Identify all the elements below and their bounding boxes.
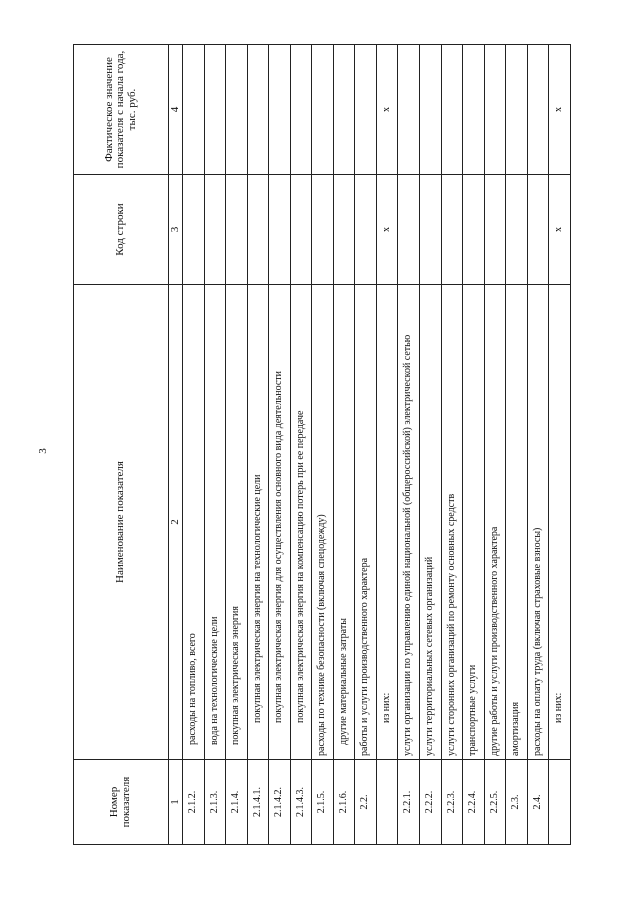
row-num: 2.1.4.3. [290, 760, 312, 845]
row-value [420, 45, 442, 175]
row-name: услуги организации по управлению единой национальной (общероссийской) электрической сетью [398, 285, 420, 760]
row-num: 2.2.1. [398, 760, 420, 845]
row-code [398, 175, 420, 285]
row-code: x [549, 175, 571, 285]
row-value [290, 45, 312, 175]
header-code: Код строки [74, 175, 169, 285]
table-container [73, 45, 571, 845]
row-value [204, 45, 226, 175]
row-code [204, 175, 226, 285]
row-num: 2.2.5. [484, 760, 506, 845]
row-value [506, 45, 528, 175]
row-code [183, 175, 205, 285]
row-num: 2.1.4. [226, 760, 248, 845]
table-row [398, 45, 420, 845]
table-row [527, 45, 549, 845]
row-name: из них: [376, 285, 398, 760]
row-name: расходы на топливо, всего [183, 285, 205, 760]
table-row [312, 45, 334, 845]
table-row [269, 45, 291, 845]
row-value [484, 45, 506, 175]
row-num: 2.2.2. [420, 760, 442, 845]
row-code [355, 175, 377, 285]
row-name: другие материальные затраты [333, 285, 355, 760]
row-code [226, 175, 248, 285]
row-name: расходы по технике безопасности (включая спецодежду) [312, 285, 334, 760]
header-value-index: 4 [169, 45, 183, 175]
table-body [183, 45, 571, 845]
row-num [549, 760, 571, 845]
row-name: покупная электрическая энергия для осуществления основного вида деятельности [269, 285, 291, 760]
row-code [441, 175, 463, 285]
row-value [463, 45, 485, 175]
row-code [420, 175, 442, 285]
row-num: 2.3. [506, 760, 528, 845]
row-name: вода на технологические цели [204, 285, 226, 760]
row-value [527, 45, 549, 175]
header-name: Наименование показателя [74, 285, 169, 760]
table-row [506, 45, 528, 845]
row-num: 2.2. [355, 760, 377, 845]
header-num-index: 1 [169, 760, 183, 845]
row-value [355, 45, 377, 175]
row-num: 2.1.4.1. [247, 760, 269, 845]
row-code [333, 175, 355, 285]
row-num: 2.2.3. [441, 760, 463, 845]
table-row [463, 45, 485, 845]
row-name: другие работы и услуги производственного характера [484, 285, 506, 760]
row-value [333, 45, 355, 175]
row-value [226, 45, 248, 175]
table-row [355, 45, 377, 845]
row-code [269, 175, 291, 285]
row-name: услуги сторонних организаций по ремонту основных средств [441, 285, 463, 760]
row-value: x [549, 45, 571, 175]
table-row [484, 45, 506, 845]
table-row [549, 45, 571, 845]
row-name: услуги территориальных сетевых организаций [420, 285, 442, 760]
row-value [269, 45, 291, 175]
row-value [312, 45, 334, 175]
table-row [204, 45, 226, 845]
row-value [183, 45, 205, 175]
row-name: работы и услуги производственного характера [355, 285, 377, 760]
table-row [420, 45, 442, 845]
row-name: транспортные услуги [463, 285, 485, 760]
row-code [312, 175, 334, 285]
header-name-index: 2 [169, 285, 183, 760]
row-num: 2.1.5. [312, 760, 334, 845]
row-name: покупная электрическая энергия на технологические цели [247, 285, 269, 760]
table-row [333, 45, 355, 845]
row-value [247, 45, 269, 175]
row-num: 2.1.4.2. [269, 760, 291, 845]
row-value [398, 45, 420, 175]
row-name: покупная электрическая энергия [226, 285, 248, 760]
row-num: 2.1.2. [183, 760, 205, 845]
row-code [506, 175, 528, 285]
row-code [290, 175, 312, 285]
row-code [527, 175, 549, 285]
table-row [247, 45, 269, 845]
page-number: 3 [36, 448, 49, 454]
header-value: Фактическое значение показателя с начала года, тыс. руб. [74, 45, 169, 175]
table-row [441, 45, 463, 845]
header-num: Номер показателя [74, 760, 169, 845]
row-num: 2.4. [527, 760, 549, 845]
indicators-table [73, 44, 571, 845]
row-name: расходы на оплату труда (включая страховые взносы) [527, 285, 549, 760]
row-num: 2.1.6. [333, 760, 355, 845]
table-row [376, 45, 398, 845]
row-code [484, 175, 506, 285]
row-code [247, 175, 269, 285]
row-code: x [376, 175, 398, 285]
row-code [463, 175, 485, 285]
header-code-index: 3 [169, 175, 183, 285]
table-row [226, 45, 248, 845]
row-name: амортизация [506, 285, 528, 760]
row-name: покупная электрическая энергия на компенсацию потерь при ее передаче [290, 285, 312, 760]
table-row [290, 45, 312, 845]
row-value [441, 45, 463, 175]
row-num: 2.2.4. [463, 760, 485, 845]
row-name: из них: [549, 285, 571, 760]
row-num: 2.1.3. [204, 760, 226, 845]
table-row [183, 45, 205, 845]
row-value: x [376, 45, 398, 175]
row-num [376, 760, 398, 845]
